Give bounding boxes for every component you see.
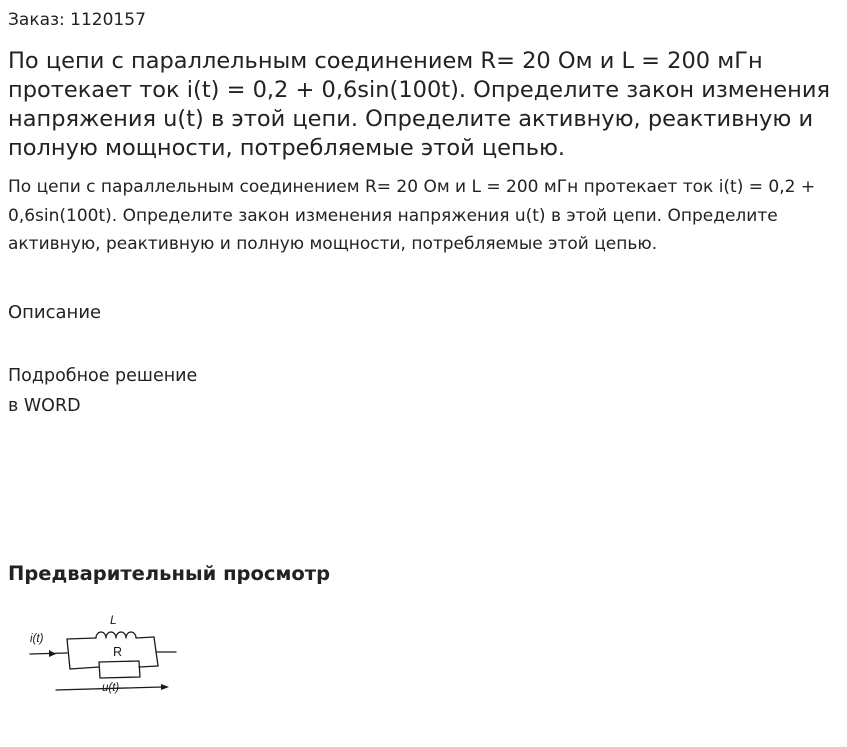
- task-description: По цепи с параллельным соединением R= 20 Ом и L = 200 мГн протекает ток i(t) = 0,2 + 0,6sin(100t). Определите закон изменения напряжения u(t) в этой цепи. Определите активную, реактивную и полную мощности, потребляемые этой цепью.: [8, 177, 816, 254]
- inductor-icon: [96, 632, 136, 638]
- order-number: Заказ: 1120157: [8, 10, 146, 30]
- solution-line-1: Подробное решение: [8, 366, 198, 386]
- solution-info: [8, 362, 197, 421]
- voltage-arrow-icon: [161, 684, 169, 690]
- current-arrow-icon: [49, 650, 56, 657]
- inductor-label: L: [110, 613, 117, 627]
- bottom-branch-wire-left: [70, 667, 99, 669]
- voltage-label: u(t): [102, 682, 120, 694]
- preview-heading: Предварительный просмотр: [8, 562, 331, 585]
- bottom-branch-wire-right: [139, 666, 158, 667]
- description-section-label: Описание: [8, 302, 102, 323]
- circuit-diagram: [22, 606, 182, 698]
- top-branch-wire-left: [67, 638, 96, 639]
- resistor-label: R: [113, 645, 123, 659]
- task-title: По цепи с параллельным соединением R= 20 Ом и L = 200 мГн протекает ток i(t) = 0,2 + 0,6sin(100t). Определите закон изменения напряжения u(t) в этой цепи. Определите активную, реактивную и полную мощности, потребляемые этой цепью.: [8, 48, 831, 161]
- left-node-wire: [67, 639, 70, 669]
- resistor-icon: [99, 661, 140, 678]
- preview-image: [22, 606, 182, 698]
- current-label: i(t): [30, 633, 44, 645]
- solution-line-2: в WORD: [8, 395, 81, 416]
- top-branch-wire-right: [136, 637, 154, 638]
- input-wire: [30, 653, 67, 654]
